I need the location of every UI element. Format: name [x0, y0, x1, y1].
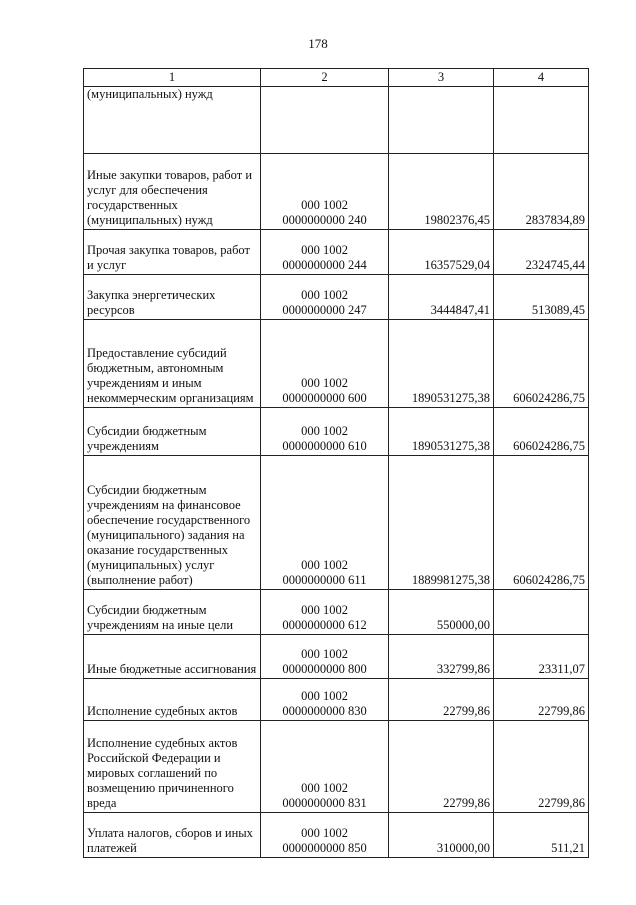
row-value-4: [494, 590, 589, 635]
row-code: 000 1002 0000000000 247: [261, 275, 389, 320]
row-code: [261, 87, 389, 154]
table-row: [84, 590, 589, 635]
table-row: [84, 721, 589, 813]
row-value-4: 606024286,75: [494, 408, 589, 456]
row-code: 000 1002 0000000000 612: [261, 590, 389, 635]
row-name: Исполнение судебных актов: [84, 679, 261, 721]
budget-table: [83, 68, 589, 858]
row-value-4: 606024286,75: [494, 456, 589, 590]
row-code: 000 1002 0000000000 831: [261, 721, 389, 813]
row-code: 000 1002 0000000000 830: [261, 679, 389, 721]
row-name: (муниципальных) нужд: [84, 87, 261, 154]
row-name: Предоставление субсидий бюджетным, автономным учреждениям и иным некоммерческим организациям: [84, 320, 261, 408]
table-row: [84, 635, 589, 679]
header-row: [84, 69, 589, 87]
table-row: [84, 87, 589, 154]
table-row: [84, 408, 589, 456]
row-name: Прочая закупка товаров, работ и услуг: [84, 230, 261, 275]
row-code: 000 1002 0000000000 240: [261, 154, 389, 230]
row-name: Субсидии бюджетным учреждениям на иные цели: [84, 590, 261, 635]
table-row: [84, 813, 589, 858]
row-value-3: 22799,86: [389, 721, 494, 813]
row-value-4: 23311,07: [494, 635, 589, 679]
column-header-1: 1: [84, 69, 261, 87]
row-value-4: 511,21: [494, 813, 589, 858]
row-code: 000 1002 0000000000 600: [261, 320, 389, 408]
row-value-3: 310000,00: [389, 813, 494, 858]
row-code: 000 1002 0000000000 800: [261, 635, 389, 679]
table-row: [84, 275, 589, 320]
row-value-3: 332799,86: [389, 635, 494, 679]
row-value-3: 550000,00: [389, 590, 494, 635]
column-header-4: 4: [494, 69, 589, 87]
table-row: [84, 679, 589, 721]
row-value-3: 3444847,41: [389, 275, 494, 320]
row-name: Субсидии бюджетным учреждениям на финансовое обеспечение государственного (муниципального) задания на оказание государственных (муниципальных) услуг (выполнение работ): [84, 456, 261, 590]
row-code: 000 1002 0000000000 610: [261, 408, 389, 456]
table-row: [84, 154, 589, 230]
row-value-3: 22799,86: [389, 679, 494, 721]
row-value-4: 513089,45: [494, 275, 589, 320]
row-code: 000 1002 0000000000 850: [261, 813, 389, 858]
row-name: Закупка энергетических ресурсов: [84, 275, 261, 320]
row-value-3: 1890531275,38: [389, 408, 494, 456]
row-name: Иные бюджетные ассигнования: [84, 635, 261, 679]
page-number: 178: [308, 36, 328, 51]
row-code: 000 1002 0000000000 244: [261, 230, 389, 275]
row-value-3: 1889981275,38: [389, 456, 494, 590]
row-name: Иные закупки товаров, работ и услуг для обеспечения государственных (муниципальных) нужд: [84, 154, 261, 230]
row-value-4: 2837834,89: [494, 154, 589, 230]
table-row: [84, 456, 589, 590]
row-value-3: 1890531275,38: [389, 320, 494, 408]
row-value-4: 22799,86: [494, 721, 589, 813]
row-value-4: 606024286,75: [494, 320, 589, 408]
table-row: [84, 320, 589, 408]
row-name: Уплата налогов, сборов и иных платежей: [84, 813, 261, 858]
row-code: 000 1002 0000000000 611: [261, 456, 389, 590]
table-row: [84, 230, 589, 275]
row-value-3: 16357529,04: [389, 230, 494, 275]
column-header-2: 2: [261, 69, 389, 87]
row-value-3: [389, 87, 494, 154]
column-header-3: 3: [389, 69, 494, 87]
row-value-4: [494, 87, 589, 154]
row-value-4: 22799,86: [494, 679, 589, 721]
row-name: Субсидии бюджетным учреждениям: [84, 408, 261, 456]
row-value-3: 19802376,45: [389, 154, 494, 230]
row-value-4: 2324745,44: [494, 230, 589, 275]
row-name: Исполнение судебных актов Российской Федерации и мировых соглашений по возмещению причиненного вреда: [84, 721, 261, 813]
